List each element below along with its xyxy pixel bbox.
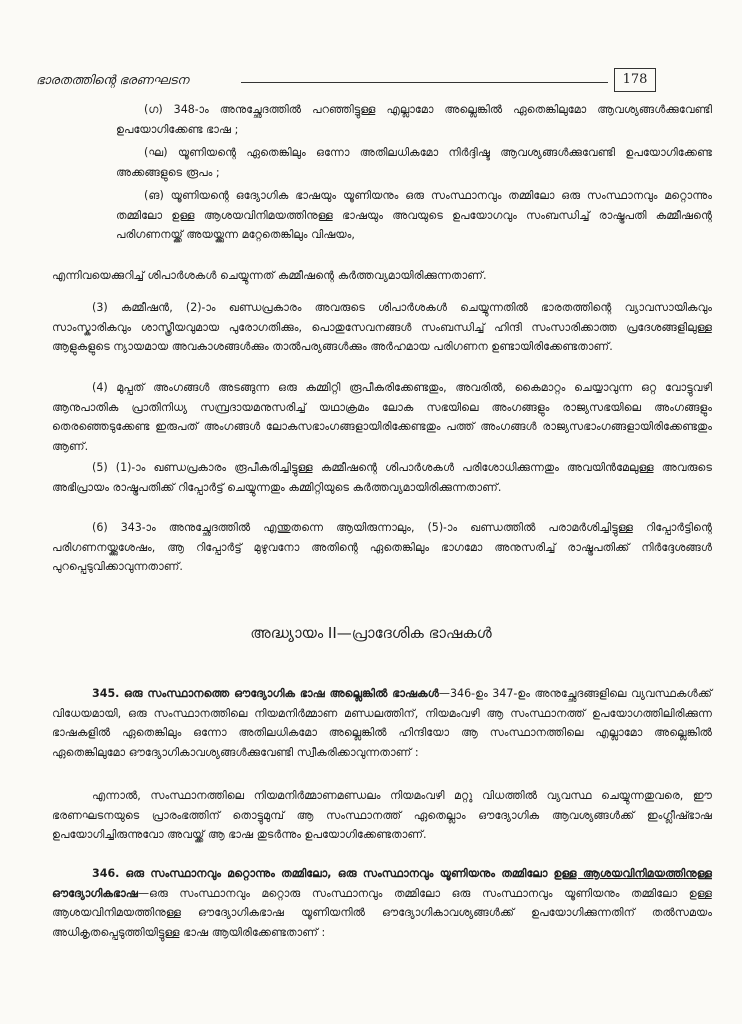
article-346-title-c: ഔദ്യോഗികഭാഷ [52, 886, 138, 900]
running-title: ഭാരതത്തിന്റെ ഭരണഘടന [36, 72, 189, 87]
clause-gha: (ഘ) യൂണിയന്റെ ഏതെങ്കിലും ഒന്നോ അതിലധികമോ നിർദ്ദിഷ്ട ആവശ്യങ്ങൾക്കുവേണ്ടി ഉപയോഗിക്കേണ്ട അക്കങ്ങളുടെ രൂപം ; [116, 146, 712, 179]
article-345 [52, 684, 712, 762]
article-345-number: 345. [92, 687, 120, 700]
chapter-heading: അദ്ധ്യായം II—പ്രാദേശിക ഭാഷകൾ [250, 624, 492, 642]
page-number: 178 [614, 68, 656, 92]
article-346-body: —ഒരു സംസ്ഥാനവും മറ്റൊരു സംസ്ഥാനവും തമ്മിലോ ഒരു സംസ്ഥാനവും യൂണിയനും തമ്മിലോ ഉള്ള ആശയവിനിമയത്തിനുള്ള ഔദ്യോഗികഭാഷ യൂണിയനിൽ ഔദ്യോഗികാവശ്യങ്ങൾക്ക് ഉപയോഗിക്കുന്നതിന് തൽസമയം അധികൃതപ്പെടുത്തിയിട്ടുള്ള ഭാഷ ആയിരിക്കേണ്ടതാണ് : [52, 886, 712, 939]
clause-g: (ഗ) 348-ാം അനുച്ഛേദത്തിൽ പറഞ്ഞിട്ടുള്ള എല്ലാമോ അല്ലെങ്കിൽ ഏതെങ്കിലുമോ ആവശ്യങ്ങൾക്കുവേണ്ടി ഉപയോഗിക്കേണ്ട ഭാഷ ; [116, 103, 712, 136]
clause-5: (5) (1)-ാം ഖണ്ഡപ്രകാരം രൂപീകരിച്ചിട്ടുള്ള കമ്മീഷന്റെ ശിപാർശകൾ പരിശോധിക്കുന്നതും അവയിൻമേലുള്ള അവരുടെ അഭിപ്രായം രാഷ്ട്രപതിക്ക് റിപ്പോർട്ട് ചെയ്യുന്നതും കമ്മിറ്റിയുടെ കർത്തവ്യമായിരിക്കുന്നതാണ്. [52, 461, 712, 494]
clause-3: (3) കമ്മീഷൻ, (2)-ാം ഖണ്ഡപ്രകാരം അവരുടെ ശിപാർശകൾ ചെയ്യുന്നതിൽ ഭാരതത്തിന്റെ വ്യാവസായികവും സാംസ്കാരികവും ശാസ്ത്രീയവുമായ പുരോഗതിക്കും, പൊതുസേവനങ്ങൾ സംബന്ധിച്ച് ഹിന്ദി സംസാരിക്കാത്ത പ്രദേശങ്ങളിലുള്ള ആളുകളുടെ ന്യായമായ അവകാശങ്ങൾക്കും താൽപര്യങ്ങൾക്കും അർഹമായ പരിഗണന ഉണ്ടായിരിക്കേണ്ടതാണ്. [52, 301, 712, 353]
article-346-title-a: ഒരു സംസ്ഥാനവും മറ്റൊന്നും തമ്മിലോ, ഒരു സംസ്ഥാനവും യൂണിയനും തമ്മിലോ [125, 867, 548, 880]
article-346-title-b: ഉള്ള ആശയവിനിമയത്തിനുള്ള [553, 867, 713, 880]
clause-4: (4) മുപ്പത് അംഗങ്ങൾ അടങ്ങുന്ന ഒരു കമ്മിറ്റി രൂപീകരിക്കേണ്ടതും, അവരിൽ, കൈമാറ്റം ചെയ്യാവുന്ന ഒറ്റ വോട്ടുവഴി ആനുപാതിക പ്രാതിനിധ്യ സമ്പ്രദായമനുസരിച്ച് യഥാക്രമം ലോക സഭയിലെ അംഗങ്ങളും രാജ്യസഭയിലെ അംഗങ്ങളും തെരഞ്ഞെടുക്കേണ്ട ഇരുപത് അംഗങ്ങൾ ലോകസഭാംഗങ്ങളായിരിക്കേണ്ടതും പത്ത് അംഗങ്ങൾ രാജ്യസഭാംഗങ്ങളായിരിക്കേണ്ടതും ആണ്. [52, 381, 712, 453]
article-346-number: 346. [92, 867, 120, 880]
clause-summary: എന്നിവയെക്കുറിച്ച് ശിപാർശകൾ ചെയ്യുന്നത് കമ്മീഷന്റെ കർത്തവ്യമായിരിക്കുന്നതാണ്. [52, 269, 487, 282]
header-rule [241, 82, 608, 83]
page-header [36, 68, 656, 94]
article-345-body: —346-ഉം 347-ഉം അനുച്ഛേദങ്ങളിലെ വ്യവസ്ഥകൾക്ക് വിധേയമായി, ഒരു സംസ്ഥാനത്തിലെ നിയമനിർമ്മാണ മണ്ഡലത്തിന്, നിയമംവഴി ആ സംസ്ഥാനത്ത് ഉപയോഗത്തിലിരിക്കുന്ന ഭാഷകളിൽ ഏതെങ്കിലും ഒന്നോ അതിലധികമോ അല്ലെങ്കിൽ ഹിന്ദിയോ ആ സംസ്ഥാനത്തിലെ എല്ലാമോ അല്ലെങ്കിൽ ഏതെങ്കിലുമോ ഔദ്യോഗികാവശ്യങ്ങൾക്കുവേണ്ടി സ്വീകരിക്കാവുന്നതാണ് : [52, 687, 712, 759]
article-346 [52, 864, 712, 942]
article-345-title: ഒരു സംസ്ഥാനത്തെ ഔദ്യോഗിക ഭാഷ അല്ലെങ്കിൽ ഭാഷകൾ [123, 687, 439, 700]
clause-nga: (ങ) യൂണിയന്റെ ഒദ്യോഗിക ഭാഷയും യൂണിയനും ഒരു സംസ്ഥാനവും തമ്മിലോ ഒരു സംസ്ഥാനവും മറ്റൊന്നും തമ്മിലോ ഉള്ള ആശയവിനിമയത്തിനുള്ള ഭാഷയും അവയുടെ ഉപയോഗവും സംബന്ധിച്ച് രാഷ്ട്രപതി കമ്മീഷന്റെ പരിഗണനയ്ക്ക് അയയ്ക്കുന്ന മറ്റേതെങ്കിലും വിഷയം, [116, 189, 712, 241]
article-345-proviso: എന്നാൽ, സംസ്ഥാനത്തിലെ നിയമനിർമ്മാണമണ്ഡലം നിയമംവഴി മറ്റു വിധത്തിൽ വ്യവസ്ഥ ചെയ്യുന്നതുവരെ, ഈ ഭരണഘടനയുടെ പ്രാരംഭത്തിന് തൊട്ടുമുമ്പ് ആ സംസ്ഥാനത്ത് ഏതെല്ലാം ഔദ്യോഗിക ആവശ്യങ്ങൾക്ക് ഇംഗ്ലീഷ്ഭാഷ ഉപയോഗിച്ചിരുന്നുവോ അവയ്ക്ക് ആ ഭാഷ തുടർന്നും ഉപയോഗിക്കേണ്ടതാണ്. [52, 789, 712, 841]
clause-6: (6) 343-ാം അനുച്ഛേദത്തിൽ എന്തുതന്നെ ആയിരുന്നാലും, (5)-ാം ഖണ്ഡത്തിൽ പരാമർശിച്ചിട്ടുള്ള റിപ്പോർട്ടിന്റെ പരിഗണനയ്ക്കുശേഷം, ആ റിപ്പോർട്ട് മുഴുവനോ അതിന്റെ ഏതെങ്കിലും ഭാഗമോ അനുസരിച്ച് രാഷ്ട്രപതിക്ക് നിർദ്ദേശങ്ങൾ പുറപ്പെടുവിക്കാവുന്നതാണ്. [52, 521, 712, 573]
